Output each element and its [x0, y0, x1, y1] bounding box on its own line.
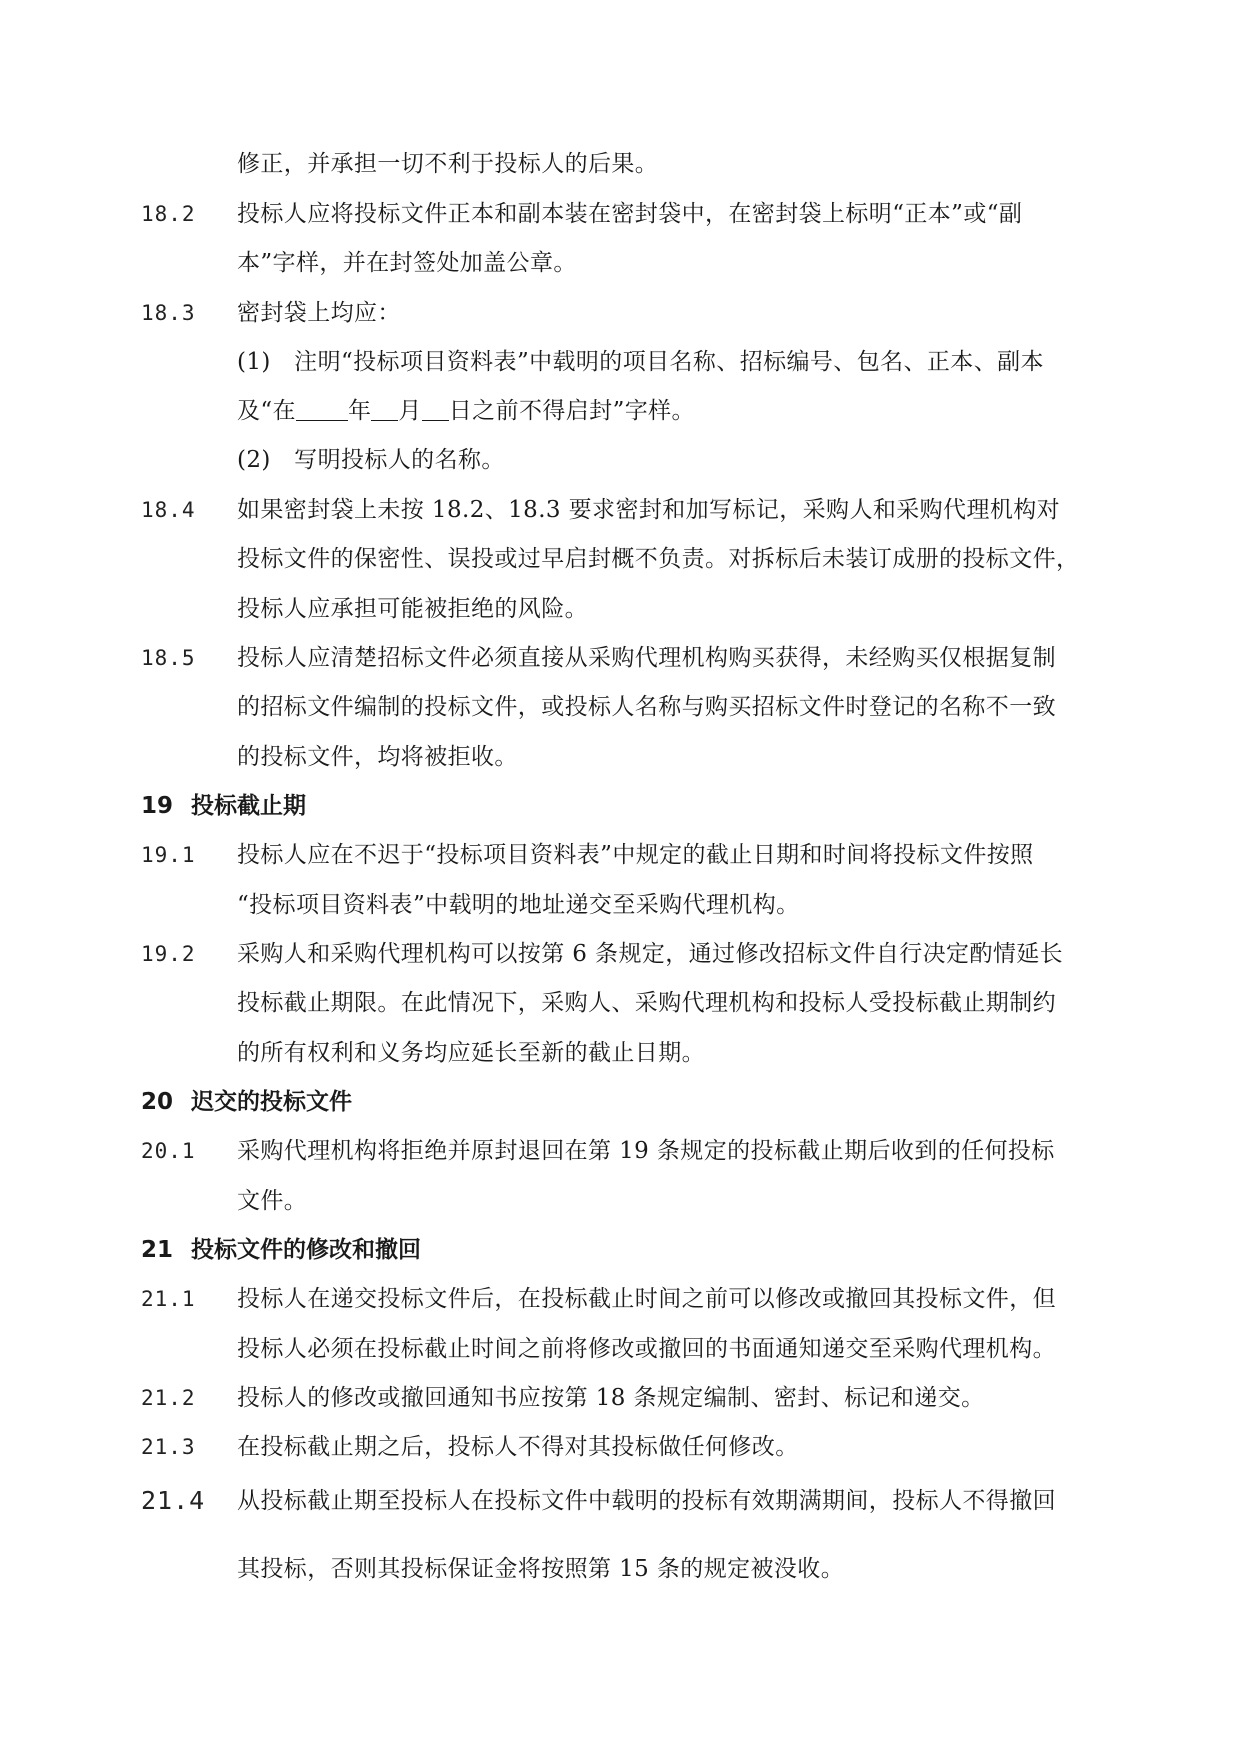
section-heading	[141, 1235, 421, 1265]
paragraph-line: 的所有权利和义务均应延长至新的截止日期。	[237, 1040, 705, 1066]
list-item: (2) 写明投标人的名称。	[237, 447, 505, 473]
clause-number: 18.5	[141, 646, 196, 670]
paragraph-line: 投标人在递交投标文件后，在投标截止时间之前可以修改或撤回其投标文件，但	[237, 1286, 1056, 1312]
section-number: 20	[141, 1089, 174, 1115]
paragraph-line: 投标人的修改或撤回通知书应按第 18 条规定编制、密封、标记和递交。	[237, 1385, 985, 1411]
paragraph-line: 投标人应承担可能被拒绝的风险。	[237, 596, 588, 622]
list-item-continuation	[237, 396, 1097, 426]
paragraph-line: 投标人必须在投标截止时间之前将修改或撤回的书面通知递交至采购代理机构。	[237, 1336, 1056, 1362]
section-title: 投标截止期	[191, 793, 306, 819]
clause-number: 19.2	[141, 942, 196, 966]
paragraph-line: 其投标，否则其投标保证金将按照第 15 条的规定被没收。	[237, 1556, 845, 1582]
paragraph-line: 从投标截止期至投标人在投标文件中载明的投标有效期满期间，投标人不得撤回	[237, 1488, 1056, 1514]
section-heading	[141, 1087, 352, 1117]
blank-underline	[296, 398, 348, 421]
text-segment: 日之前不得启封”字样。	[448, 398, 695, 424]
section-title: 投标文件的修改和撤回	[191, 1237, 421, 1263]
clause-number: 21.4	[141, 1486, 206, 1515]
paragraph-line: 采购代理机构将拒绝并原封退回在第 19 条规定的投标截止期后收到的任何投标	[237, 1138, 1055, 1164]
paragraph-line: 投标文件的保密性、误投或过早启封概不负责。对拆标后未装订成册的投标文件，	[237, 546, 1080, 572]
paragraph-line: 投标人应将投标文件正本和副本装在密封袋中，在密封袋上标明“正本”或“副	[237, 201, 1023, 227]
text-segment: 月	[398, 398, 422, 424]
clause-number: 21.2	[141, 1386, 196, 1410]
blank-underline	[422, 398, 449, 421]
clause-number: 20.1	[141, 1139, 196, 1163]
clause-number: 18.3	[141, 301, 196, 325]
clause-number: 18.2	[141, 202, 196, 226]
section-number: 21	[141, 1237, 174, 1263]
section-number: 19	[141, 793, 174, 819]
clause-number: 21.3	[141, 1435, 196, 1459]
paragraph-line: 本”字样，并在封签处加盖公章。	[237, 250, 577, 276]
section-heading	[141, 791, 306, 821]
text-segment: 及“在	[237, 398, 296, 424]
text-segment: 年	[347, 398, 372, 424]
paragraph-line: 采购人和采购代理机构可以按第 6 条规定，通过修改招标文件自行决定酌情延长	[237, 941, 1064, 967]
paragraph-line: 密封袋上均应：	[237, 300, 401, 326]
paragraph-line: 文件。	[237, 1188, 308, 1214]
paragraph-line: 投标人应在不迟于“投标项目资料表”中规定的截止日期和时间将投标文件按照	[237, 842, 1034, 868]
list-item: (1) 注明“投标项目资料表”中载明的项目名称、招标编号、包名、正本、副本	[237, 349, 1044, 375]
blank-underline	[371, 398, 398, 421]
clause-number: 21.1	[141, 1287, 196, 1311]
clause-number: 18.4	[141, 498, 196, 522]
paragraph-line: 如果密封袋上未按 18.2、18.3 要求密封和加写标记，采购人和采购代理机构对	[237, 497, 1061, 523]
paragraph-line: “投标项目资料表”中载明的地址递交至采购代理机构。	[237, 892, 800, 918]
paragraph-line: 的招标文件编制的投标文件，或投标人名称与购买招标文件时登记的名称不一致	[237, 694, 1056, 720]
paragraph-line: 投标截止期限。在此情况下，采购人、采购代理机构和投标人受投标截止期制约	[237, 990, 1056, 1016]
paragraph-line: 投标人应清楚招标文件必须直接从采购代理机构购买获得，未经购买仅根据复制	[237, 645, 1056, 671]
clause-number: 19.1	[141, 843, 196, 867]
paragraph-line: 的投标文件，均将被拒收。	[237, 744, 518, 770]
paragraph-line: 在投标截止期之后，投标人不得对其投标做任何修改。	[237, 1434, 799, 1460]
paragraph-line: 修正，并承担一切不利于投标人的后果。	[237, 151, 659, 177]
section-title: 迟交的投标文件	[191, 1089, 352, 1115]
